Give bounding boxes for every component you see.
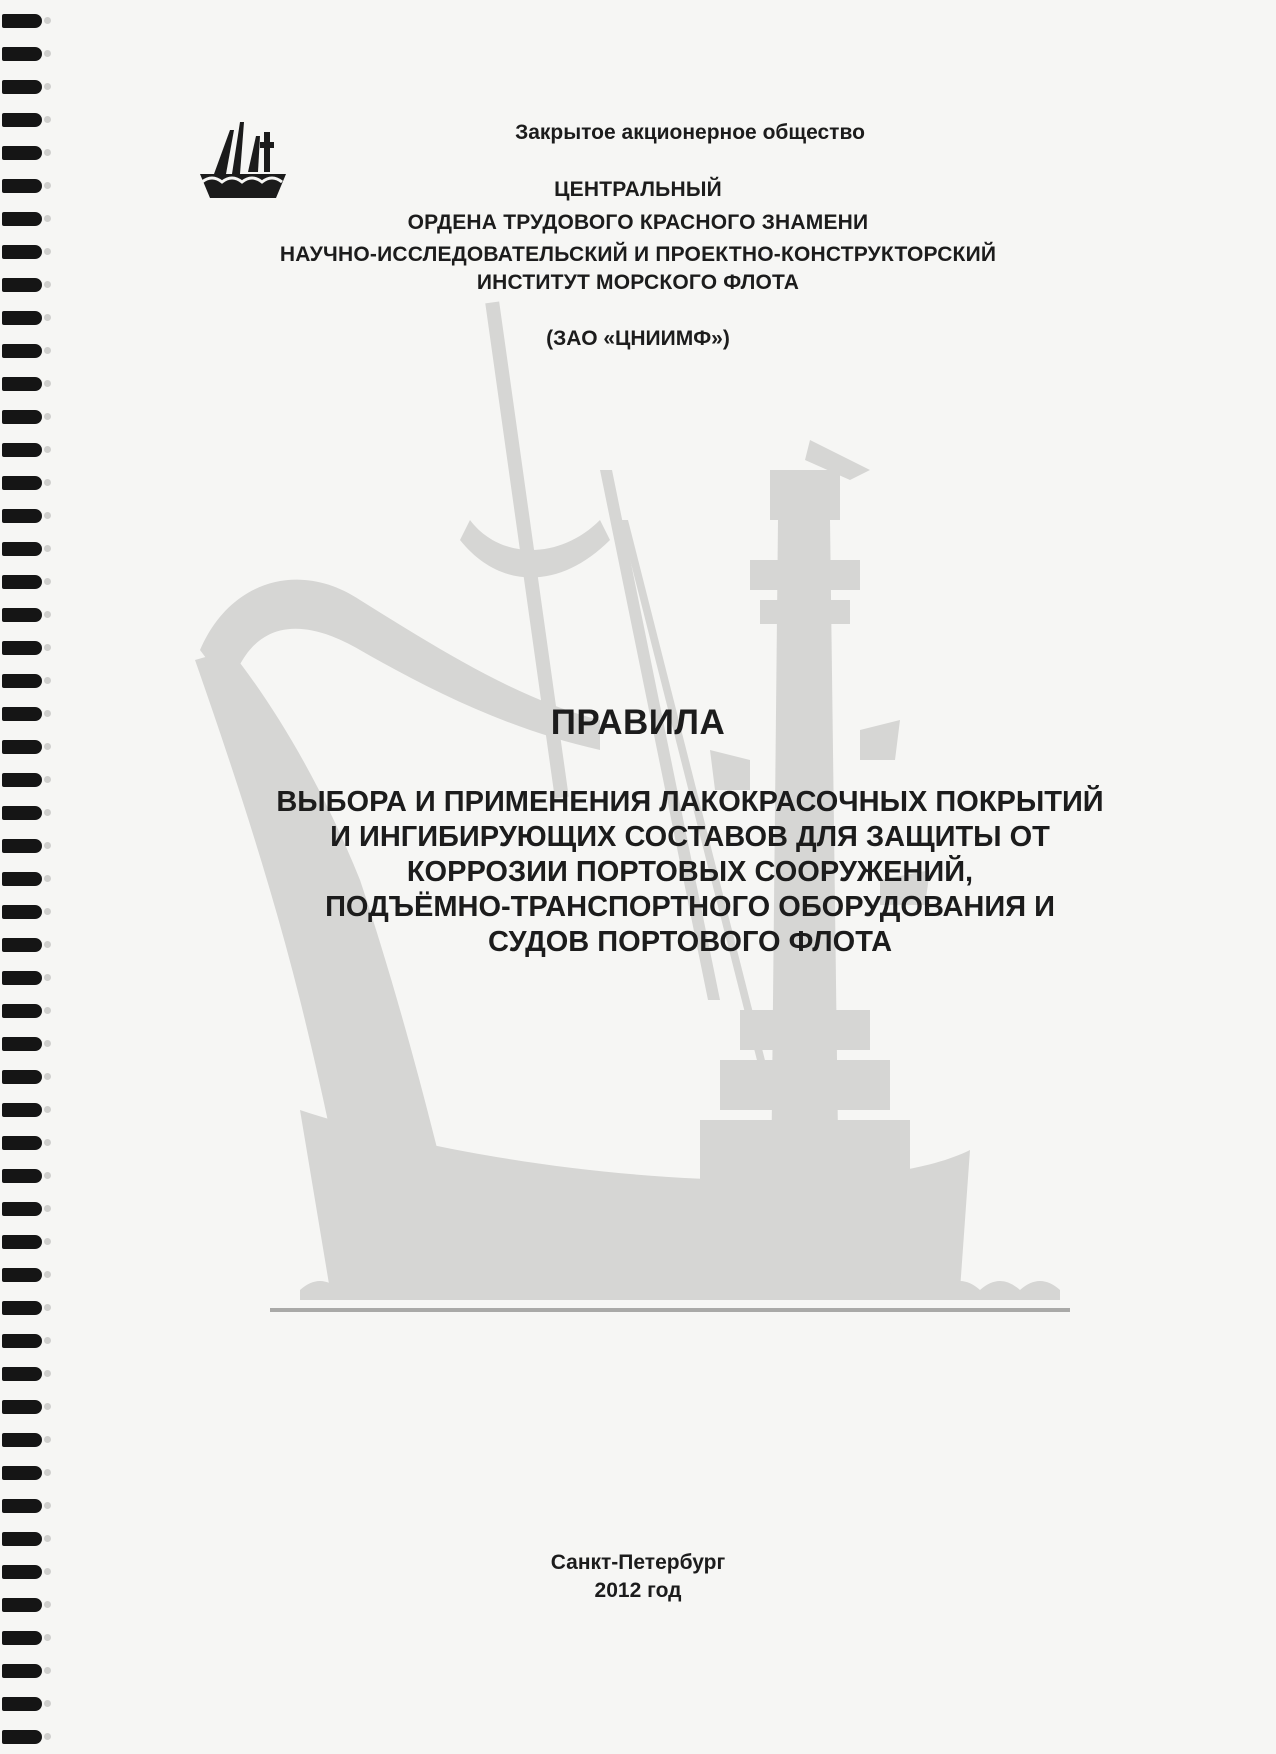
binding-ring	[2, 608, 42, 622]
binding-hole	[44, 611, 51, 618]
binding-hole	[44, 578, 51, 585]
binding-ring	[2, 1004, 42, 1018]
binding-hole	[44, 974, 51, 981]
subtitle-line-1: ВЫБОРА И ПРИМЕНЕНИЯ ЛАКОКРАСОЧНЫХ ПОКРЫТИЙ	[276, 786, 1104, 818]
binding-ring	[2, 938, 42, 952]
binding-hole	[44, 677, 51, 684]
binding-hole	[44, 314, 51, 321]
company-type: Закрытое акционерное общество	[515, 121, 865, 144]
binding-ring	[2, 311, 42, 325]
binding-ring	[2, 1532, 42, 1546]
binding-hole	[44, 1502, 51, 1509]
binding-hole	[44, 1634, 51, 1641]
binding-ring	[2, 1301, 42, 1315]
binding-ring	[2, 1400, 42, 1414]
subtitle-line-4: ПОДЪЁМНО-ТРАНСПОРТНОГО ОБОРУДОВАНИЯ И	[325, 891, 1055, 923]
binding-ring	[2, 1037, 42, 1051]
binding-hole	[44, 17, 51, 24]
binding-ring	[2, 971, 42, 985]
binding-ring	[2, 1466, 42, 1480]
binding-hole	[44, 1172, 51, 1179]
binding-ring	[2, 47, 42, 61]
binding-ring	[2, 1268, 42, 1282]
binding-hole	[44, 743, 51, 750]
binding-ring	[2, 1334, 42, 1348]
binding-hole	[44, 941, 51, 948]
binding-hole	[44, 1040, 51, 1047]
institute-name-line-4: ИНСТИТУТ МОРСКОГО ФЛОТА	[476, 271, 800, 294]
document-subtitle	[220, 785, 1160, 960]
binding-ring	[2, 14, 42, 28]
binding-hole	[44, 1073, 51, 1080]
binding-hole	[44, 1700, 51, 1707]
binding-ring	[2, 1697, 42, 1711]
binding-hole	[44, 1337, 51, 1344]
binding-ring	[2, 113, 42, 127]
binding-ring	[2, 674, 42, 688]
binding-ring	[2, 1433, 42, 1447]
binding-hole	[44, 1007, 51, 1014]
binding-ring	[2, 1202, 42, 1216]
binding-hole	[44, 116, 51, 123]
binding-ring	[2, 146, 42, 160]
binding-hole	[44, 809, 51, 816]
binding-ring	[2, 80, 42, 94]
binding-hole	[44, 1271, 51, 1278]
binding-hole	[44, 1205, 51, 1212]
binding-hole	[44, 446, 51, 453]
binding-ring	[2, 1499, 42, 1513]
binding-hole	[44, 413, 51, 420]
binding-ring	[2, 1631, 42, 1645]
binding-ring	[2, 509, 42, 523]
binding-hole	[44, 1469, 51, 1476]
binding-ring	[2, 542, 42, 556]
binding-ring	[2, 641, 42, 655]
binding-ring	[2, 1070, 42, 1084]
binding-ring	[2, 1664, 42, 1678]
binding-ring	[2, 377, 42, 391]
binding-hole	[44, 1436, 51, 1443]
binding-hole	[44, 644, 51, 651]
binding-hole	[44, 875, 51, 882]
binding-ring	[2, 410, 42, 424]
binding-hole	[44, 83, 51, 90]
binding-ring	[2, 443, 42, 457]
binding-ring	[2, 773, 42, 787]
binding-ring	[2, 1235, 42, 1249]
binding-hole	[44, 1304, 51, 1311]
binding-ring	[2, 476, 42, 490]
binding-ring	[2, 839, 42, 853]
binding-ring	[2, 575, 42, 589]
binding-hole	[44, 776, 51, 783]
binding-hole	[44, 50, 51, 57]
binding-hole	[44, 1535, 51, 1542]
institute-name-line-2: ОРДЕНА ТРУДОВОГО КРАСНОГО ЗНАМЕНИ	[407, 211, 869, 234]
binding-hole	[44, 1238, 51, 1245]
binding-ring	[2, 1169, 42, 1183]
binding-ring	[2, 1136, 42, 1150]
binding-ring	[2, 905, 42, 919]
binding-ring	[2, 872, 42, 886]
institute-name-line-1: ЦЕНТРАЛЬНЫЙ	[554, 178, 722, 201]
binding-hole	[44, 1733, 51, 1740]
subtitle-line-3: КОРРОЗИИ ПОРТОВЫХ СООРУЖЕНИЙ,	[406, 856, 974, 888]
binding-ring	[2, 1103, 42, 1117]
binding-hole	[44, 1403, 51, 1410]
binding-hole	[44, 908, 51, 915]
binding-hole	[44, 149, 51, 156]
binding-ring	[2, 806, 42, 820]
binding-hole	[44, 545, 51, 552]
binding-hole	[44, 1106, 51, 1113]
institute-name-line-3: НАУЧНО-ИССЛЕДОВАТЕЛЬСКИЙ И ПРОЕКТНО-КОНСТРУКТОРСКИЙ	[279, 243, 997, 266]
binding-ring	[2, 1730, 42, 1744]
publication-city: Санкт-Петербург	[550, 1551, 726, 1574]
publication-year: 2012 год	[594, 1579, 682, 1602]
document-title: ПРАВИЛА	[550, 703, 726, 742]
binding-hole	[44, 1139, 51, 1146]
subtitle-line-2: И ИНГИБИРУЮЩИХ СОСТАВОВ ДЛЯ ЗАЩИТЫ ОТ	[330, 821, 1050, 853]
binding-hole	[44, 512, 51, 519]
binding-hole	[44, 380, 51, 387]
subtitle-line-5: СУДОВ ПОРТОВОГО ФЛОТА	[487, 926, 893, 958]
binding-ring	[2, 1367, 42, 1381]
binding-hole	[44, 479, 51, 486]
binding-hole	[44, 1667, 51, 1674]
binding-hole	[44, 1370, 51, 1377]
binding-hole	[44, 842, 51, 849]
institute-abbreviation: (ЗАО «ЦНИИМФ»)	[546, 327, 730, 350]
